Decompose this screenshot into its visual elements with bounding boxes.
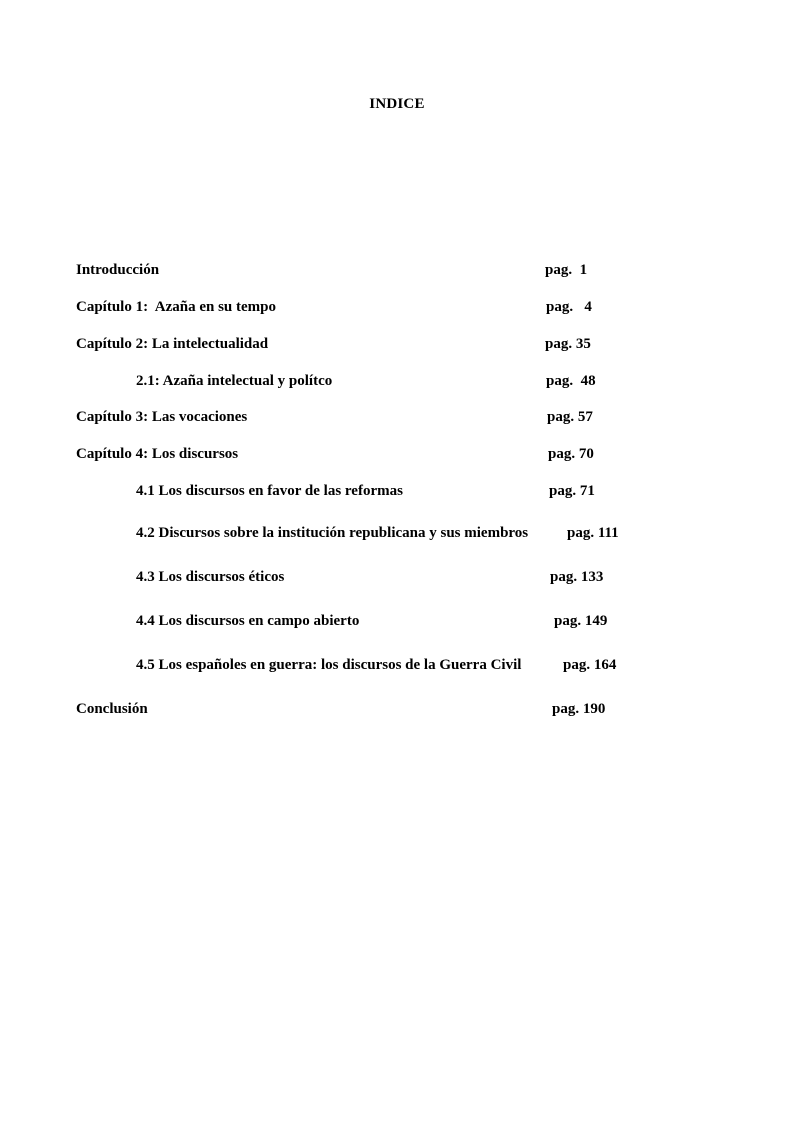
toc-entry-4-1 [0,481,794,501]
toc-entry-4-4 [0,611,794,631]
page-title: INDICE [369,96,425,112]
toc-entry-page: pag. 57 [547,409,593,425]
toc-entry-capitulo-3 [0,407,794,427]
toc-entry-page: pag. 111 [567,525,619,541]
toc-entry-page: pag. 71 [549,483,595,499]
toc-entry-conclusion [0,699,794,719]
toc-entry-label: 4.3 Los discursos éticos [136,569,285,585]
toc-entry-2-1 [0,371,794,391]
toc-entry-page: pag. 4 [546,299,592,315]
toc-entry-capitulo-4 [0,444,794,464]
toc-entry-label: Conclusión [76,701,148,717]
toc-entry-page: pag. 164 [563,657,617,673]
toc-entry-introduccion [0,260,794,280]
toc-entry-page: pag. 70 [548,446,594,462]
toc-entry-label: 4.5 Los españoles en guerra: los discursos de la Guerra Civil [136,657,522,673]
toc-entry-label: 2.1: Azaña intelectual y polítco [136,373,333,389]
toc-entry-label: 4.4 Los discursos en campo abierto [136,613,360,629]
toc-entry-capitulo-1 [0,297,794,317]
toc-entry-4-5 [0,655,794,675]
toc-entry-page: pag. 35 [545,336,591,352]
toc-entry-label: Capítulo 3: Las vocaciones [76,409,248,425]
toc-entry-4-2 [0,523,794,543]
toc-entry-page: pag. 133 [550,569,604,585]
toc-entry-page: pag. 190 [552,701,606,717]
toc-entry-label: Capítulo 1: Azaña en su tempo [76,299,277,315]
toc-entry-page: pag. 149 [554,613,608,629]
toc-entry-label: Introducción [76,262,160,278]
toc-entry-label: 4.2 Discursos sobre la institución republicana y sus miembros [136,525,529,541]
toc-entry-page: pag. 48 [546,373,596,389]
toc-entry-label: 4.1 Los discursos en favor de las reformas [136,483,403,499]
toc-entry-4-3 [0,567,794,587]
toc-entry-capitulo-2 [0,334,794,354]
toc-entry-page: pag. 1 [545,262,588,278]
toc-entry-label: Capítulo 4: Los discursos [76,446,239,462]
toc-entry-label: Capítulo 2: La intelectualidad [76,336,269,352]
